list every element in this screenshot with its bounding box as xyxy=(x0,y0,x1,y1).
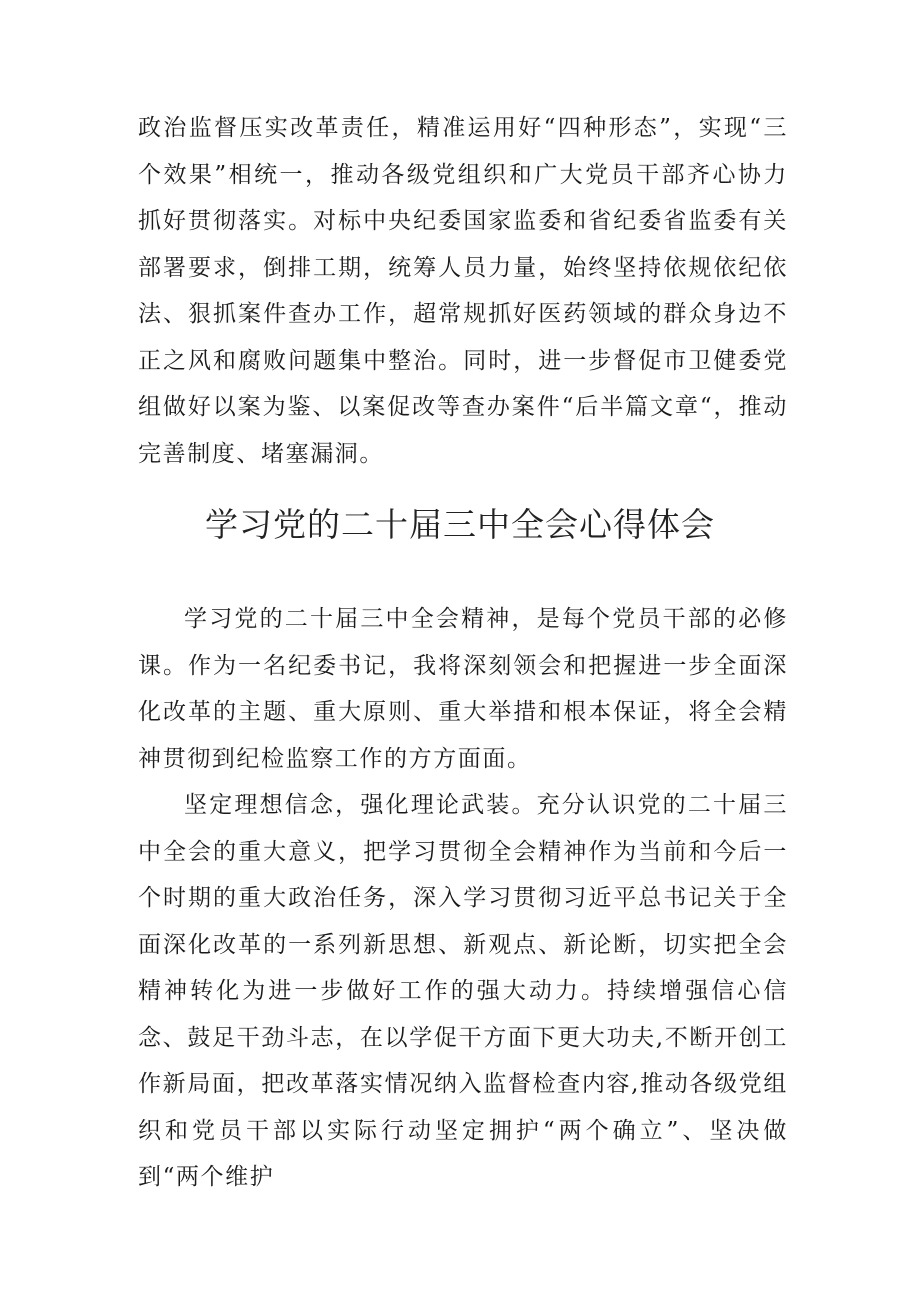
body-paragraph-1: 学习党的二十届三中全会精神，是每个党员干部的必修课。作为一名纪委书记，我将深刻领会和把握进一步全面深化改革的主题、重大原则、重大举措和根本保证，将全会精神贯彻到纪检监察工作的方方面面。 xyxy=(138,606,788,772)
article-body xyxy=(138,596,788,1201)
article-title: 学习党的二十届三中全会心得体会 xyxy=(205,505,715,544)
continuation-paragraph: 政治监督压实改革责任，精准运用好“四种形态”，实现“三个效果”相统一，推动各级党组织和广大党员干部齐心协力抓好贯彻落实。对标中央纪委国家监委和省纪委省监委有关部署要求，倒排工期，统筹人员力量，始终坚持依规依纪依法、狠抓案件查办工作，超常规抓好医药领域的群众身边不正之风和腐败问题集中整治。同时，进一步督促市卫健委党组做好以案为鉴、以案促改等查办案件“后半篇文章“，推动完善制度、堵塞漏洞。 xyxy=(138,115,788,467)
body-paragraph-2: 坚定理想信念，强化理论武装。充分认识党的二十届三中全会的重大意义，把学习贯彻全会精神作为当前和今后一个时期的重大政治任务，深入学习贯彻习近平总书记关于全面深化改革的一系列新思想、新观点、新论断，切实把全会精神转化为进一步做好工作的强大动力。持续增强信心信念、鼓足干劲斗志，在以学促干方面下更大功夫,不断开创工作新局面，把改革落实情况纳入监督检查内容,推动各级党组织和党员干部以实际行动坚定拥护“两个确立”、坚决做到“两个维护 xyxy=(138,792,788,1190)
